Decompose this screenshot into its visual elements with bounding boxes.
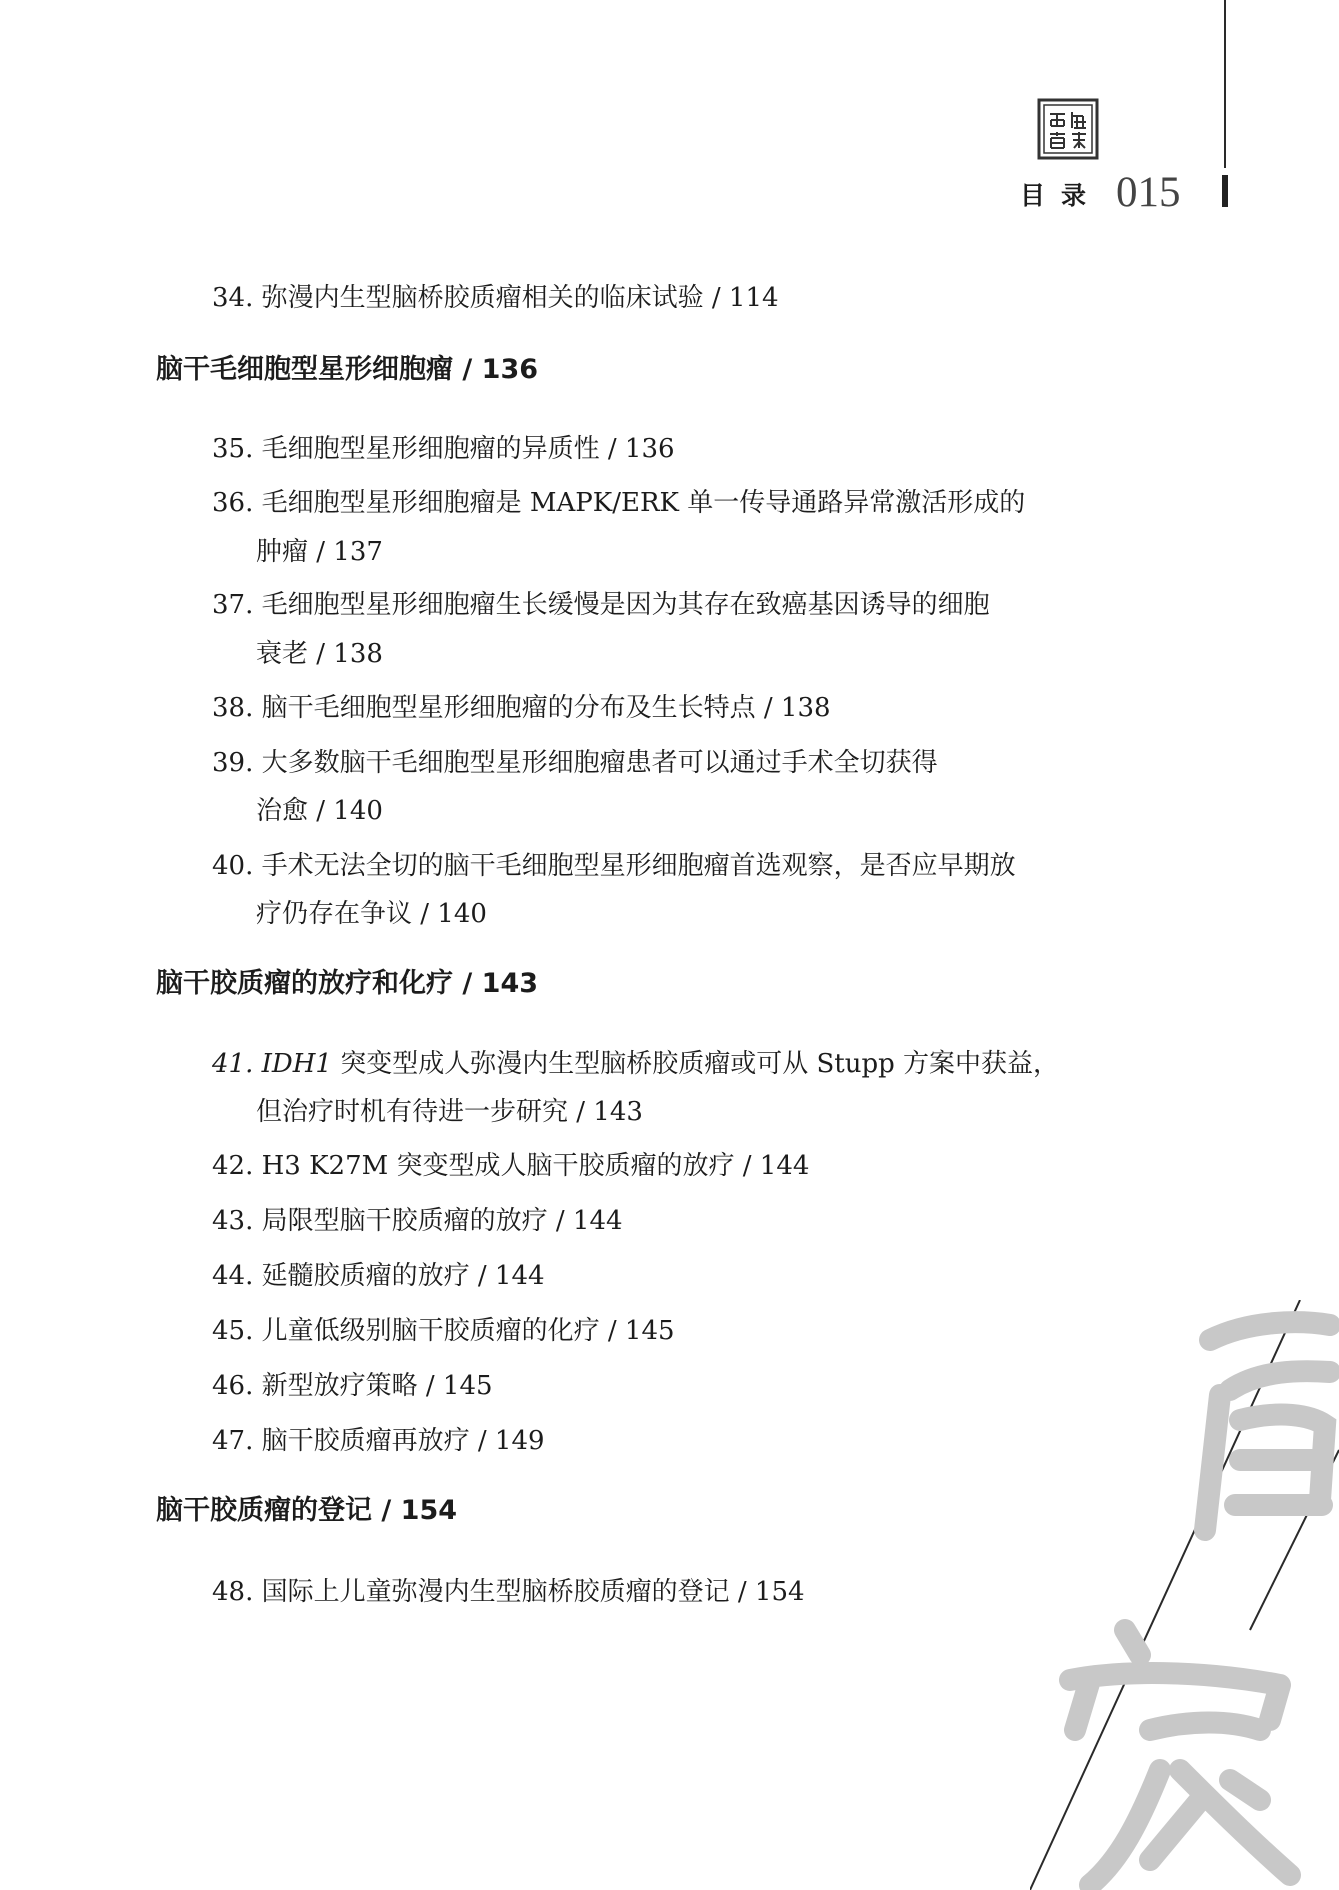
entry-text: 弥漫内生型脑桥胶质瘤相关的临床试验 / 114 bbox=[261, 283, 779, 313]
entry-number: 37. bbox=[212, 590, 254, 620]
entry-number: 41. bbox=[212, 1049, 254, 1079]
entry-number: 43. bbox=[212, 1206, 254, 1236]
entry-text: 毛细胞型星形细胞瘤生长缓慢是因为其存在致癌基因诱导的细胞 bbox=[261, 590, 990, 620]
toc-entry-40[interactable] bbox=[212, 853, 1016, 879]
entry-text: 新型放疗策略 / 145 bbox=[261, 1371, 493, 1401]
entry-number: 38. bbox=[212, 693, 254, 723]
entry-text: 毛细胞型星形细胞瘤的异质性 / 136 bbox=[261, 434, 675, 464]
toc-entry-45[interactable] bbox=[212, 1318, 675, 1344]
section-heading-pilocytic[interactable]: 脑干毛细胞型星形细胞瘤 / 136 bbox=[156, 354, 539, 385]
entry-text: 脑干毛细胞型星形细胞瘤的分布及生长特点 / 138 bbox=[261, 693, 831, 723]
toc-entry-41[interactable] bbox=[212, 1051, 1059, 1077]
toc-entry-48[interactable] bbox=[212, 1579, 805, 1605]
entry-number: 34. bbox=[212, 283, 254, 313]
entry-number: 39. bbox=[212, 748, 254, 778]
entry-text: 毛细胞型星形细胞瘤是 MAPK/ERK 单一传导通路异常激活形成的 bbox=[261, 488, 1026, 518]
toc-entry-37[interactable] bbox=[212, 592, 990, 618]
toc-entry-36[interactable] bbox=[212, 490, 1025, 516]
entry-number: 48. bbox=[212, 1577, 254, 1607]
toc-entry-47[interactable] bbox=[212, 1428, 545, 1454]
entry-number: 35. bbox=[212, 434, 254, 464]
entry-number: 42. bbox=[212, 1151, 254, 1181]
toc-entry-42[interactable] bbox=[212, 1153, 809, 1179]
toc-entry-39-continuation[interactable]: 治愈 / 140 bbox=[256, 796, 383, 826]
entry-text: 儿童低级别脑干胶质瘤的化疗 / 145 bbox=[261, 1316, 675, 1346]
toc-label: 目录 bbox=[1020, 181, 1103, 210]
toc-entry-46[interactable] bbox=[212, 1373, 493, 1399]
toc-entry-40-continuation[interactable]: 疗仍存在争议 / 140 bbox=[256, 899, 487, 929]
entry-number: 44. bbox=[212, 1261, 254, 1291]
entry-text: H3 K27M 突变型成人脑干胶质瘤的放疗 / 144 bbox=[261, 1151, 810, 1181]
entry-number: 46. bbox=[212, 1371, 254, 1401]
entry-text: 延髓胶质瘤的放疗 / 144 bbox=[261, 1261, 545, 1291]
entry-italic-gene: IDH1 bbox=[261, 1049, 332, 1079]
toc-entry-34[interactable] bbox=[212, 285, 779, 311]
entry-text: 脑干胶质瘤再放疗 / 149 bbox=[261, 1426, 545, 1456]
toc-entry-36-continuation[interactable]: 肿瘤 / 137 bbox=[256, 537, 383, 567]
entry-text: 大多数脑干毛细胞型星形细胞瘤患者可以通过手术全切获得 bbox=[261, 748, 938, 778]
entry-text: 手术无法全切的脑干毛细胞型星形细胞瘤首选观察，是否应早期放 bbox=[261, 851, 1016, 881]
toc-entry-39[interactable] bbox=[212, 750, 938, 776]
entry-text: 突变型成人弥漫内生型脑桥胶质瘤或可从 Stupp 方案中获益， bbox=[331, 1049, 1060, 1079]
toc-entry-37-continuation[interactable]: 衰老 / 138 bbox=[256, 639, 383, 669]
entry-number: 47. bbox=[212, 1426, 254, 1456]
section-heading-radiotherapy[interactable]: 脑干胶质瘤的放疗和化疗 / 143 bbox=[156, 968, 539, 999]
entry-text: 国际上儿童弥漫内生型脑桥胶质瘤的登记 / 154 bbox=[261, 1577, 805, 1607]
page-number: 015 bbox=[1116, 169, 1181, 216]
toc-entry-38[interactable] bbox=[212, 695, 831, 721]
toc-entry-43[interactable] bbox=[212, 1208, 623, 1234]
toc-entry-44[interactable] bbox=[212, 1263, 545, 1289]
toc-entry-35[interactable] bbox=[212, 436, 675, 462]
section-heading-registry[interactable]: 脑干胶质瘤的登记 / 154 bbox=[156, 1495, 458, 1526]
entry-number: 40. bbox=[212, 851, 254, 881]
entry-text: 局限型脑干胶质瘤的放疗 / 144 bbox=[261, 1206, 623, 1236]
entry-number: 45. bbox=[212, 1316, 254, 1346]
toc-entry-41-continuation[interactable]: 但治疗时机有待进一步研究 / 143 bbox=[256, 1097, 643, 1127]
entry-number: 36. bbox=[212, 488, 254, 518]
